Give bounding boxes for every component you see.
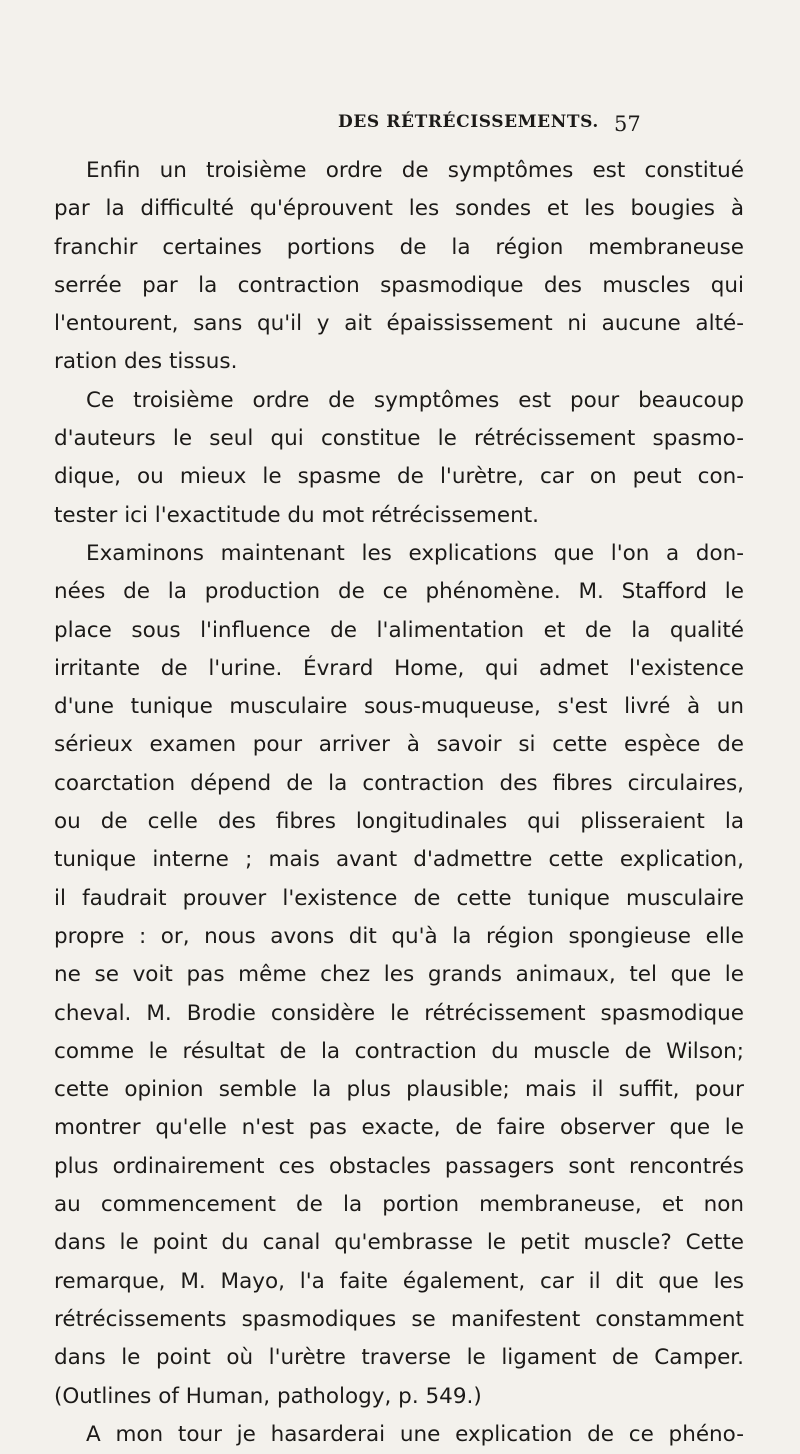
text-line: tunique interne ; mais avant d'admettre cette explication, — [54, 847, 744, 873]
text-line: Enfin un troisième ordre de symptômes est constitué — [86, 158, 744, 183]
text-line: dans le point où l'urètre traverse le ligament de Camper. — [54, 1345, 744, 1371]
text-line: par la difficulté qu'éprouvent les sondes et les bougies à — [54, 196, 744, 222]
text-line: il faudrait prouver l'existence de cette tunique musculaire — [54, 885, 744, 911]
text-line: propre : or, nous avons dit qu'à la région spongieuse elle — [54, 923, 744, 949]
text-line: coarctation dépend de la contraction des fibres circulaires, — [54, 770, 744, 796]
text-line: A mon tour je hasarderai une explication de ce phéno- — [86, 1421, 744, 1447]
text-line: place sous l'influence de l'alimentation et de la qualité — [54, 617, 744, 643]
text-line: franchir certaines portions de la région membraneuse — [54, 234, 744, 260]
text-line: ration des tissus. — [54, 349, 238, 375]
text-line: cette opinion semble la plus plausible; mais il suffit, pour — [54, 1077, 744, 1103]
text-line: remarque, M. Mayo, l'a faite également, car il dit que les — [54, 1268, 744, 1294]
text-line: au commencement de la portion membraneuse, et non — [54, 1192, 744, 1218]
text-line: Examinons maintenant les explications que l'on a don- — [86, 540, 744, 566]
text-line: serrée par la contraction spasmodique des muscles qui — [54, 272, 744, 298]
text-line: sérieux examen pour arriver à savoir si cette espèce de — [54, 732, 744, 758]
text-line: rétrécissements spasmodiques se manifestent constamment — [54, 1306, 744, 1332]
text-line: ne se voit pas même chez les grands animaux, tel que le — [54, 962, 744, 988]
text-line: tester ici l'exactitude du mot rétrécissement. — [54, 502, 539, 528]
running-head — [0, 82, 800, 136]
text-line: dans le point du canal qu'embrasse le petit muscle? Cette — [54, 1230, 744, 1256]
text-line: comme le résultat de la contraction du muscle de Wilson; — [54, 1038, 744, 1064]
text-line: ou de celle des fibres longitudinales qui plisseraient la — [54, 809, 744, 835]
text-line: l'entourent, sans qu'il y ait épaississement ni aucune alté- — [54, 311, 744, 337]
text-line: d'auteurs le seul qui constitue le rétrécissement spasmo- — [54, 426, 744, 452]
body-text — [54, 152, 744, 1454]
text-line: d'une tunique musculaire sous-muqueuse, s'est livré à un — [54, 694, 744, 720]
citation-line: (Outlines of Human, pathology, p. 549.) — [54, 1383, 482, 1409]
text-line: montrer qu'elle n'est pas exacte, de faire observer que le — [54, 1115, 744, 1141]
page-number: 57 — [614, 112, 641, 136]
text-line: plus ordinairement ces obstacles passagers sont rencontrés — [54, 1153, 744, 1179]
running-title: DES RÉTRÉCISSEMENTS. — [338, 112, 599, 132]
text-line: dique, ou mieux le spasme de l'urètre, car on peut con- — [54, 464, 744, 490]
text-line: cheval. M. Brodie considère le rétrécissement spasmodique — [54, 1000, 744, 1026]
text-line: Ce troisième ordre de symptômes est pour beaucoup — [86, 387, 744, 413]
text-line: irritante de l'urine. Évrard Home, qui admet l'existence — [54, 655, 744, 681]
text-line: nées de la production de ce phénomène. M. Stafford le — [54, 579, 744, 605]
